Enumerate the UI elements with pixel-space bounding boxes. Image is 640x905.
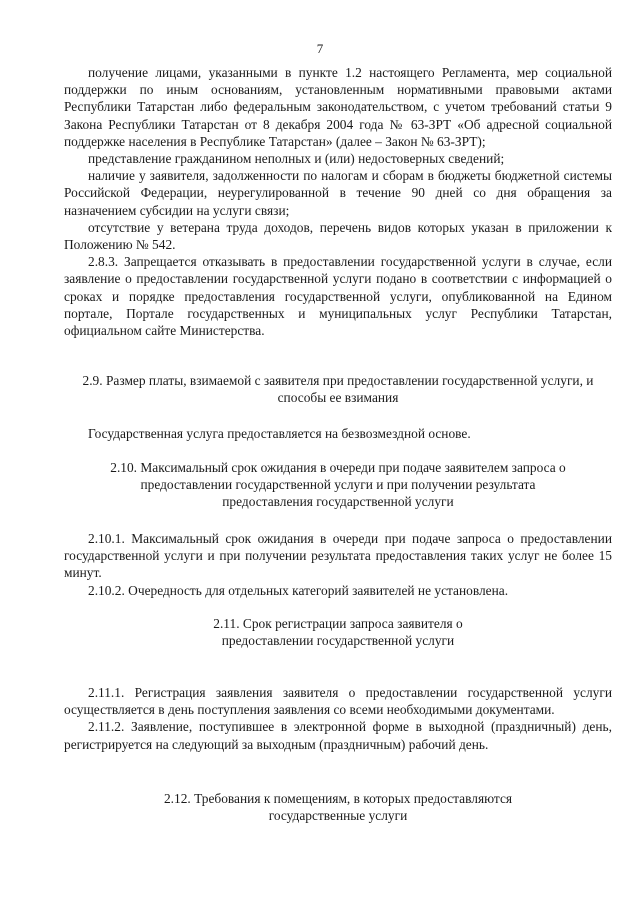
section-heading-2-12: 2.12. Требования к помещениям, в которых предоставляются государственные услуги [163, 791, 513, 824]
section-heading-2-11: 2.11. Срок регистрации запроса заявителя о предоставлении государственной услуги [213, 616, 463, 649]
refusal-grounds-list [64, 64, 612, 339]
paragraph-no-income: отсутствие у ветерана труда доходов, перечень видов которых указан в приложении к Положению № 542. [64, 219, 612, 253]
paragraph-tax-debt: наличие у заявителя, задолженности по налогам и сборам в бюджеты бюджетной системы Российской Федерации, неурегулированной в течение 90 дней со дня обращения за назначением субсидии на услуги связи; [64, 168, 612, 218]
paragraph-other-grounds: получение лицами, указанными в пункте 1.2 настоящего Регламента, мер социальной поддержки по иным основаниям, установленным нормативными правовыми актами Республики Татарстан либо федеральным законодательством, с учетом требований статьи 9 Закона Республики Татарстан от 8 декабря 2004 года № 63-ЗРТ «Об адресной социальной поддержке населения в Республике Татарстан» (далее – Закон № 63-ЗРТ); [64, 65, 612, 149]
section-2-11-body [64, 684, 612, 753]
paragraph-2-10-2: 2.10.2. Очередность для отдельных категорий заявителей не установлена. [88, 582, 509, 598]
paragraph-2-10-1: 2.10.1. Максимальный срок ожидания в очереди при подаче запроса о предоставлении государственной услуги и при получении результата предоставления таких услуг не более 15 минут. [64, 531, 612, 581]
section-2-10-body [64, 530, 612, 599]
paragraph-2-11-1: 2.11.1. Регистрация заявления заявителя о предоставлении государственной услуги осуществляется в день поступления заявления со всеми необходимыми документами. [64, 685, 612, 718]
section-heading-2-10: 2.10. Максимальный срок ожидания в очереди при подаче заявителем запроса о предоставлении государственной услуги и при получении результата предоставления государственной услуги [110, 460, 566, 510]
page-number: 7 [316, 41, 324, 56]
paragraph-2-11-2: 2.11.2. Заявление, поступившее в электронной форме в выходной (праздничный) день, регистрируется на следующий за выходным (праздничным) рабочий день. [64, 719, 612, 752]
paragraph-2-8-3: 2.8.3. Запрещается отказывать в предоставлении государственной услуги в случае, если заявление о предоставлении государственной услуги подано в соответствии с информацией о сроках и порядке предоставления государственной услуги, опубликованной на Едином портале, Портале государственных и муниципальных услуг Республики Татарстан, официальном сайте Министерства. [64, 254, 612, 339]
paragraph-incomplete-data: представление гражданином неполных и (или) недостоверных сведений; [88, 151, 505, 167]
section-heading-2-9: 2.9. Размер платы, взимаемой с заявителя при предоставлении государственной услуги, и способы ее взимания [82, 373, 594, 406]
paragraph-2-9-text: Государственная услуга предоставляется на безвозмездной основе. [88, 426, 471, 441]
